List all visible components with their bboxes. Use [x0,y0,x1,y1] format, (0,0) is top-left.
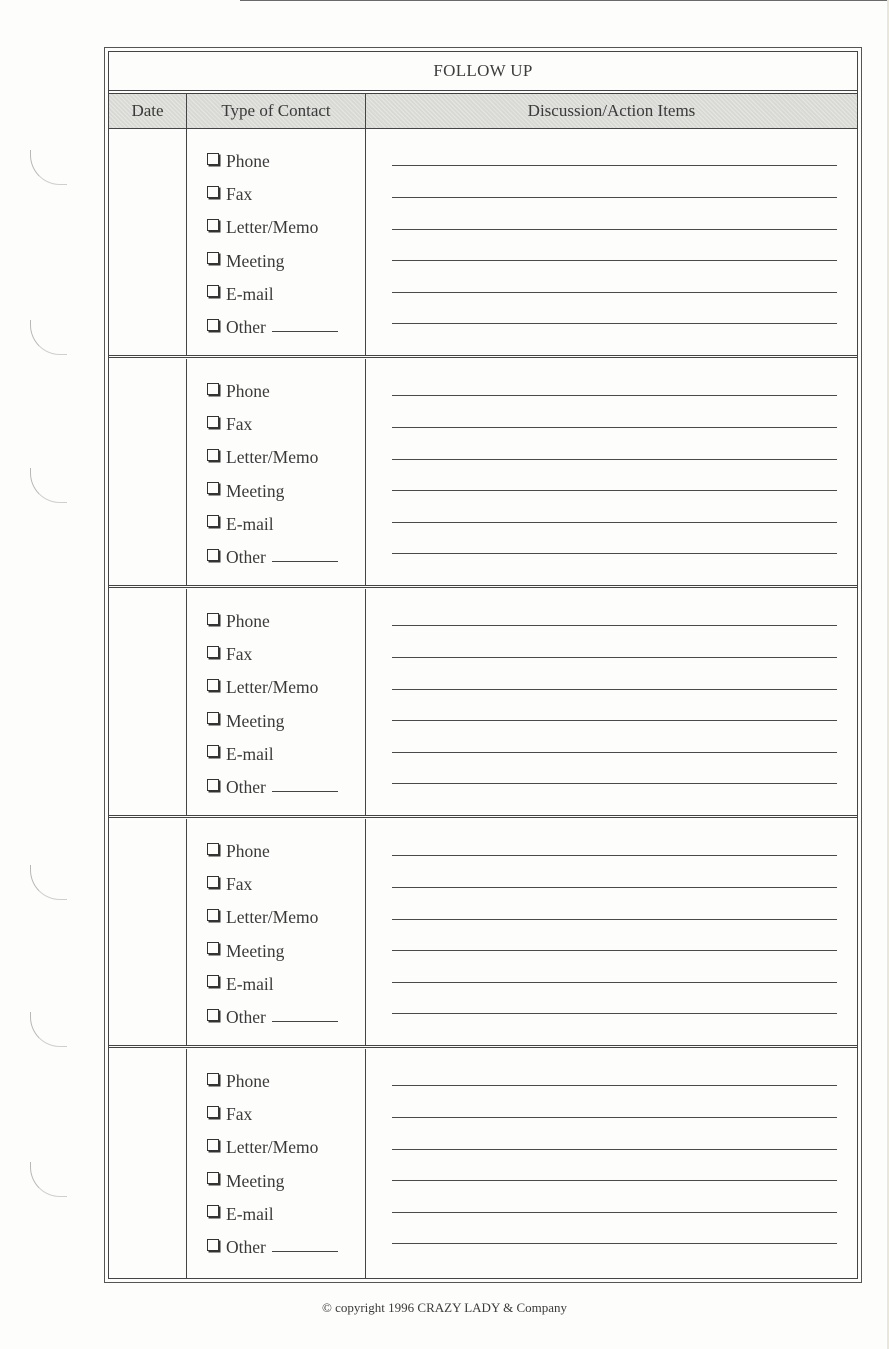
contact-type-cell [187,359,366,585]
writing-line[interactable] [392,783,837,784]
contact-option-letter-memo[interactable] [207,211,365,244]
other-write-in-line[interactable] [272,561,338,562]
contact-option-other[interactable] [207,541,365,574]
writing-line[interactable] [392,982,837,983]
contact-option-label: E-mail [226,1203,274,1224]
writing-line[interactable] [392,522,837,523]
writing-line[interactable] [392,1117,837,1118]
contact-option-label: Other [226,547,266,568]
date-cell[interactable] [109,819,187,1045]
contact-option-e-mail[interactable] [207,738,365,771]
checkbox-icon[interactable] [207,942,219,954]
checkbox-icon[interactable] [207,482,219,494]
follow-up-entry [109,819,857,1048]
checkbox-icon[interactable] [207,416,219,428]
contact-option-e-mail[interactable] [207,508,365,541]
contact-option-label: Fax [226,874,253,895]
checkbox-icon[interactable] [207,252,219,264]
entries-area [109,129,857,1278]
follow-up-form [104,47,862,1283]
writing-line[interactable] [392,229,837,230]
contact-option-letter-memo[interactable] [207,441,365,474]
contact-option-letter-memo[interactable] [207,671,365,704]
writing-line[interactable] [392,720,837,721]
contact-option-label: Fax [226,1104,253,1125]
follow-up-entry [109,359,857,588]
contact-option-letter-memo[interactable] [207,1131,365,1164]
contact-type-cell [187,1049,366,1278]
writing-line[interactable] [392,395,837,396]
writing-line[interactable] [392,1212,837,1213]
writing-line[interactable] [392,292,837,293]
punch-hole-5 [30,1012,67,1047]
contact-option-label: Fax [226,414,253,435]
writing-line[interactable] [392,1085,837,1086]
follow-up-entry [109,589,857,818]
checkbox-icon[interactable] [207,646,219,658]
contact-option-meeting[interactable] [207,245,365,278]
contact-option-label: Other [226,1237,266,1258]
follow-up-entry [109,129,857,358]
writing-line[interactable] [392,657,837,658]
contact-option-e-mail[interactable] [207,1198,365,1231]
contact-option-label: Meeting [226,480,285,501]
writing-line[interactable] [392,553,837,554]
contact-option-label: Phone [226,611,270,632]
other-write-in-line[interactable] [272,1251,338,1252]
form-inner-frame [108,51,858,1279]
date-cell[interactable] [109,1049,187,1278]
contact-option-label: E-mail [226,743,274,764]
contact-type-cell [187,819,366,1045]
date-cell[interactable] [109,589,187,815]
contact-option-label: Other [226,317,266,338]
contact-option-phone[interactable] [207,835,365,868]
contact-option-fax[interactable] [207,868,365,901]
other-write-in-line[interactable] [272,1021,338,1022]
other-write-in-line[interactable] [272,791,338,792]
contact-option-label: Letter/Memo [226,217,319,238]
contact-option-label: Phone [226,841,270,862]
contact-option-other[interactable] [207,311,365,344]
checkbox-icon[interactable] [207,449,219,461]
contact-option-label: E-mail [226,973,274,994]
contact-option-label: E-mail [226,513,274,534]
punch-hole-2 [30,320,67,355]
date-cell[interactable] [109,129,187,355]
checkbox-icon[interactable] [207,712,219,724]
contact-option-fax[interactable] [207,408,365,441]
contact-option-e-mail[interactable] [207,968,365,1001]
checkbox-icon[interactable] [207,383,219,395]
punch-hole-1 [30,150,67,185]
punch-hole-4 [30,865,67,900]
discussion-cell[interactable] [366,359,857,585]
contact-option-label: Phone [226,1071,270,1092]
follow-up-entry [109,1049,857,1278]
writing-line[interactable] [392,950,837,951]
contact-option-phone[interactable] [207,375,365,408]
checkbox-icon[interactable] [207,219,219,231]
contact-option-label: Meeting [226,250,285,271]
contact-option-label: Meeting [226,1170,285,1191]
checkbox-icon[interactable] [207,779,219,791]
contact-option-phone[interactable] [207,605,365,638]
checkbox-icon[interactable] [207,186,219,198]
contact-option-letter-memo[interactable] [207,901,365,934]
writing-line[interactable] [392,1013,837,1014]
writing-line[interactable] [392,1149,837,1150]
contact-option-meeting[interactable] [207,475,365,508]
writing-line[interactable] [392,427,837,428]
contact-option-label: Fax [226,644,253,665]
contact-option-label: Fax [226,184,253,205]
checkbox-icon[interactable] [207,843,219,855]
discussion-column-header: Discussion/Action Items [527,101,696,120]
checkbox-icon[interactable] [207,876,219,888]
discussion-cell[interactable] [366,589,857,815]
checkbox-icon[interactable] [207,1205,219,1217]
checkbox-icon[interactable] [207,975,219,987]
checkbox-icon[interactable] [207,1073,219,1085]
checkbox-icon[interactable] [207,153,219,165]
date-cell[interactable] [109,359,187,585]
discussion-cell[interactable] [366,129,857,355]
form-title: FOLLOW UP [109,52,857,91]
contact-option-label: Meeting [226,710,285,731]
contact-option-meeting[interactable] [207,705,365,738]
checkbox-icon[interactable] [207,515,219,527]
contact-option-label: Letter/Memo [226,677,319,698]
writing-line[interactable] [392,887,837,888]
checkbox-icon[interactable] [207,549,219,561]
writing-line[interactable] [392,165,837,166]
contact-option-fax[interactable] [207,1098,365,1131]
checkbox-icon[interactable] [207,1172,219,1184]
writing-line[interactable] [392,323,837,324]
checkbox-icon[interactable] [207,285,219,297]
contact-option-label: Phone [226,151,270,172]
writing-line[interactable] [392,260,837,261]
contact-option-other[interactable] [207,771,365,804]
date-column-header: Date [109,94,187,128]
contact-option-label: Phone [226,381,270,402]
writing-line[interactable] [392,490,837,491]
writing-line[interactable] [392,855,837,856]
checkbox-icon[interactable] [207,1106,219,1118]
punch-hole-3 [30,468,67,503]
discussion-cell[interactable] [366,1049,857,1278]
contact-option-label: Letter/Memo [226,447,319,468]
checkbox-icon[interactable] [207,745,219,757]
writing-line[interactable] [392,919,837,920]
copyright-notice: © copyright 1996 CRAZY LADY & Company [321,1300,568,1315]
writing-line[interactable] [392,625,837,626]
contact-option-label: Letter/Memo [226,1137,319,1158]
checkbox-icon[interactable] [207,1239,219,1251]
contact-type-cell [187,589,366,815]
contact-option-meeting[interactable] [207,935,365,968]
contact-option-phone[interactable] [207,1065,365,1098]
contact-option-fax[interactable] [207,638,365,671]
contact-option-phone[interactable] [207,145,365,178]
writing-line[interactable] [392,1180,837,1181]
contact-option-label: Other [226,1007,266,1028]
contact-option-label: E-mail [226,283,274,304]
type-column-header: Type of Contact [187,94,366,128]
punch-hole-6 [30,1162,67,1197]
checkbox-icon[interactable] [207,1139,219,1151]
contact-option-other[interactable] [207,1001,365,1034]
other-write-in-line[interactable] [272,331,338,332]
checkbox-icon[interactable] [207,1009,219,1021]
writing-line[interactable] [392,459,837,460]
contact-option-label: Meeting [226,940,285,961]
contact-option-label: Other [226,777,266,798]
checkbox-icon[interactable] [207,909,219,921]
page-top-edge [240,0,889,4]
column-header-row [109,93,857,129]
contact-option-label: Letter/Memo [226,907,319,928]
contact-option-e-mail[interactable] [207,278,365,311]
discussion-cell[interactable] [366,819,857,1045]
writing-line[interactable] [392,197,837,198]
contact-type-cell [187,129,366,355]
contact-option-fax[interactable] [207,178,365,211]
writing-line[interactable] [392,1243,837,1244]
checkbox-icon[interactable] [207,613,219,625]
writing-line[interactable] [392,752,837,753]
contact-option-meeting[interactable] [207,1165,365,1198]
writing-line[interactable] [392,689,837,690]
checkbox-icon[interactable] [207,319,219,331]
checkbox-icon[interactable] [207,679,219,691]
contact-option-other[interactable] [207,1231,365,1264]
